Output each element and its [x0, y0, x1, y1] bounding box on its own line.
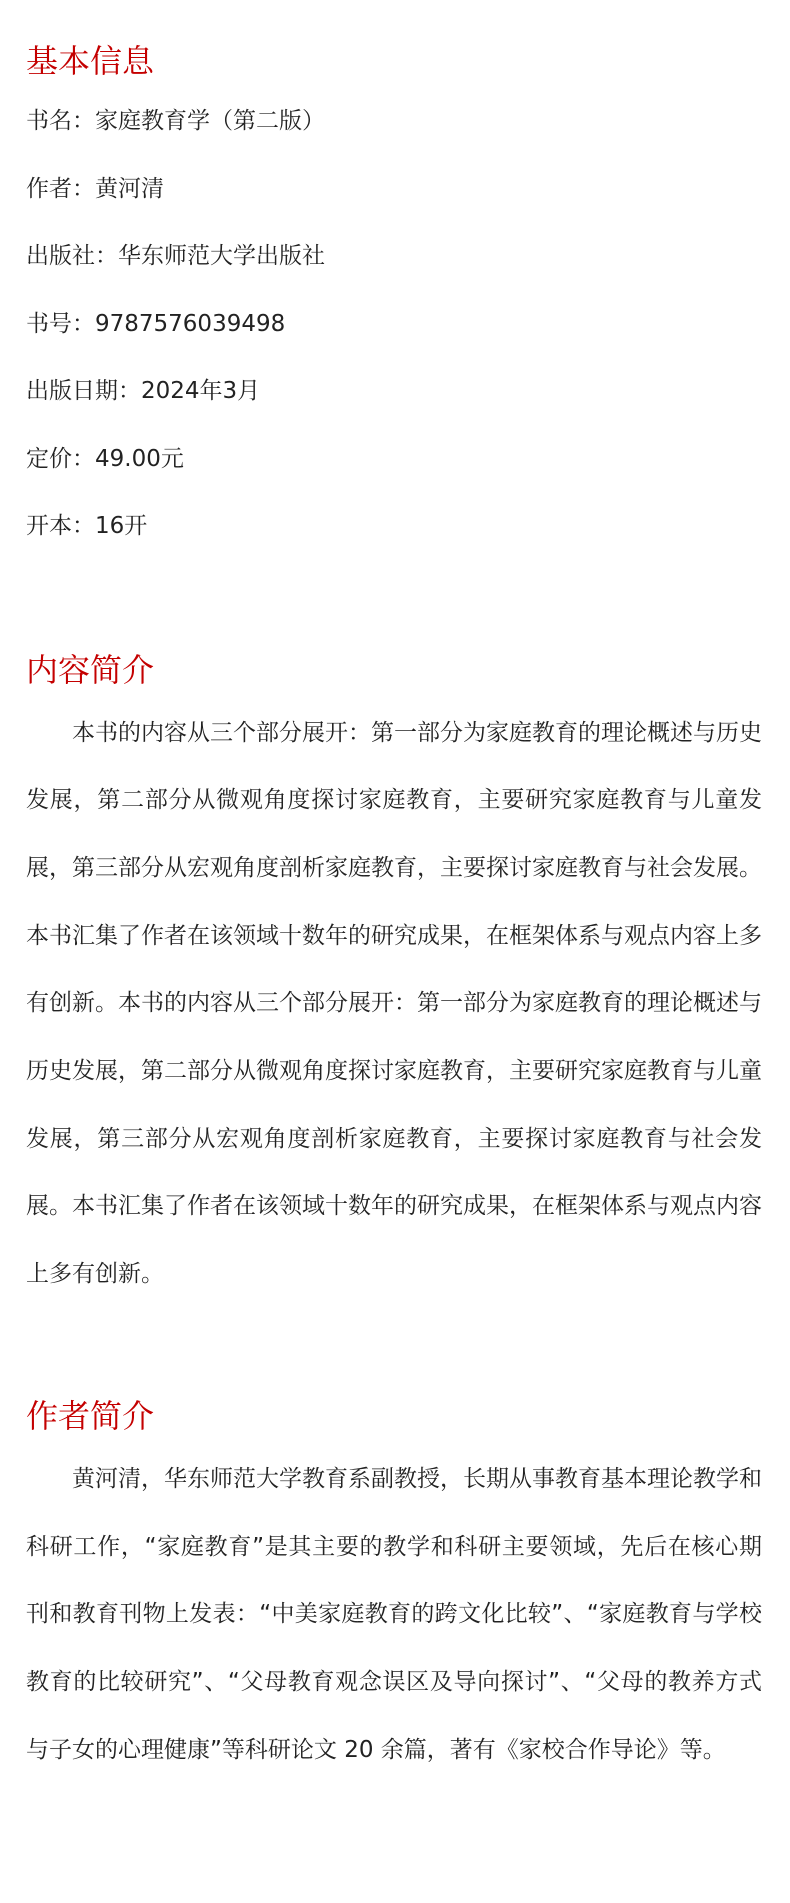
content-intro-text: 本书的内容从三个部分展开：第一部分为家庭教育的理论概述与历史发展，第二部分从微观角度探讨家庭教育，主要研究家庭教育与儿童发展，第三部分从宏观角度剖析家庭教育，主要探讨家庭教育与社会发展。本书汇集了作者在该领域十数年的研究成果，在框架体系与观点内容上多有创新。本书的内容从三个部分展开：第一部分为家庭教育的理论概述与历史发展，第二部分从微观角度探讨家庭教育，主要研究家庭教育与儿童发展，第三部分从宏观角度剖析家庭教育，主要探讨家庭教育与社会发展。本书汇集了作者在该领域十数年的研究成果，在框架体系与观点内容上多有创新。 — [26, 719, 762, 1288]
author-intro-section — [26, 1389, 762, 1785]
basic-info-title: 基本信息 — [26, 42, 155, 80]
basic-info-section — [26, 34, 762, 561]
section-spacer — [26, 561, 762, 643]
section-spacer — [26, 1309, 762, 1389]
format-line: 开本：16开 — [26, 513, 148, 539]
content-intro-section — [26, 643, 762, 1309]
publisher-line: 出版社：华东师范大学出版社 — [26, 243, 325, 269]
content-intro-title: 内容简介 — [26, 650, 155, 689]
book-name-line: 书名：家庭教育学（第二版） — [26, 108, 325, 134]
basic-info-list — [26, 88, 762, 561]
author-line: 作者：黄河清 — [26, 175, 164, 202]
author-intro-title: 作者简介 — [26, 1396, 155, 1435]
author-intro-text: 黄河清，华东师范大学教育系副教授，长期从事教育基本理论教学和科研工作，“家庭教育”是其主要的教学和科研主要领域，先后在核心期刊和教育刊物上发表：“中美家庭教育的跨文化比较”、“家庭教育与学校教育的比较研究”、“父母教育观念误区及导向探讨”、“父母的教养方式与子女的心理健康”等科研论文 20 余篇，著有《家校合作导论》等。 — [26, 1465, 762, 1763]
publish-date-line: 出版日期：2024年3月 — [26, 378, 261, 404]
price-line: 定价：49.00元 — [26, 445, 184, 472]
isbn-line: 书号：9787576039498 — [26, 310, 286, 337]
